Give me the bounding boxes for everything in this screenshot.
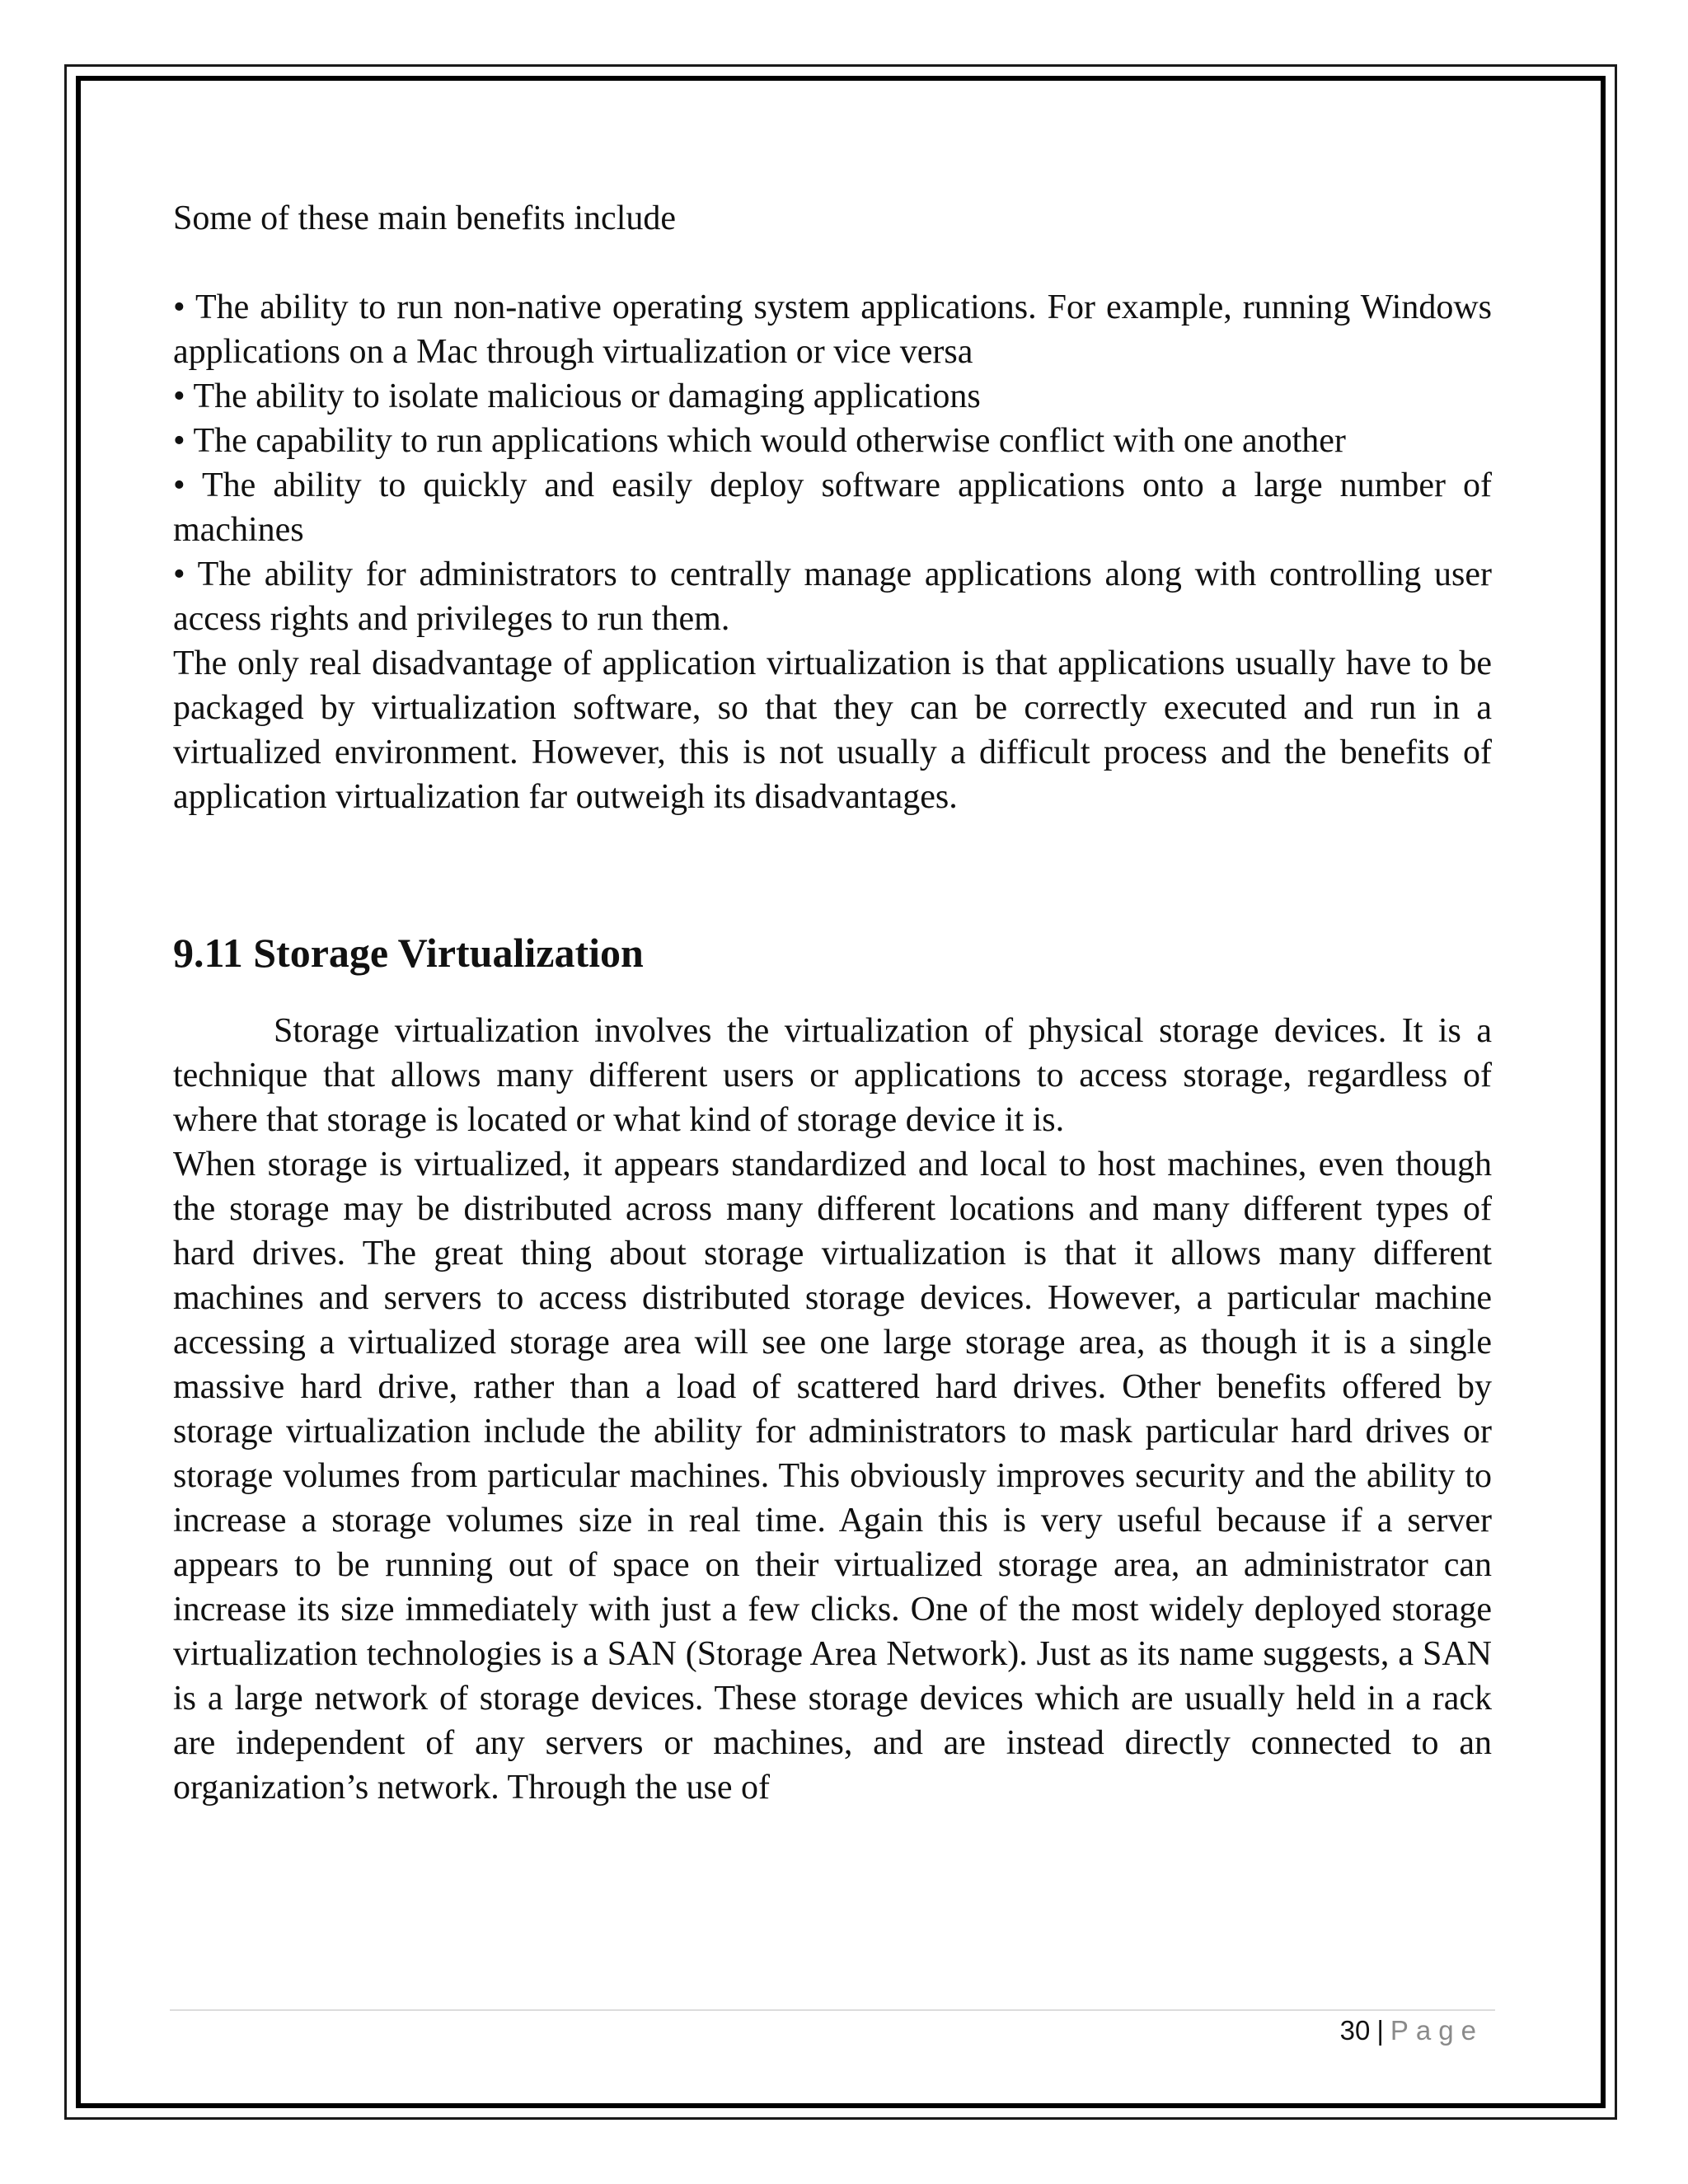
storage-paragraph-1: Storage virtualization involves the virtualization of physical storage devices. It is a technique that allows many different users or applications to access storage, regardless of where that storage is located or what kind of storage device it is. bbox=[173, 1012, 1492, 1139]
benefit-item: • The ability for administrators to centrally manage applications along with controlling user access rights and privileges to run them. bbox=[173, 555, 1492, 638]
intro-text: Some of these main benefits include bbox=[173, 199, 677, 237]
storage-paragraph-2: When storage is virtualized, it appears standardized and local to host machines, even though the storage may be distributed across many different locations and many different types of hard drives. The great thing about storage virtualization is that it allows many different machines and servers to access distributed storage devices. However, a particular machine accessing a virtualized storage area will see one large storage area, as though it is a single massive hard drive, rather than a load of scattered hard drives. Other benefits offered by storage virtualization include the ability for administrators to mask particular hard drives or storage volumes from particular machines. This obviously improves security and the ability to increase a storage volumes size in real time. Again this is very useful because if a server appears to be running out of space on their virtualized storage area, an administrator can increase its size immediately with just a few clicks. One of the most widely deployed storage virtualization technologies is a SAN (Storage Area Network). Just as its name suggests, a SAN is a large network of storage devices. These storage devices which are usually held in a rack are independent of any servers or machines, and are instead directly connected to an organization’s network. Through the use of bbox=[173, 1146, 1492, 1807]
benefits-list bbox=[173, 285, 1492, 641]
footer-divider bbox=[170, 2009, 1495, 2011]
page-footer bbox=[1340, 2013, 1484, 2049]
benefit-item: • The ability to isolate malicious or damaging applications bbox=[173, 377, 981, 415]
disadvantage-paragraph: The only real disadvantage of application virtualization is that applications usually have to be packaged by virtualization software, so that they can be correctly executed and run in a virtualized environment. However, this is not usually a difficult process and the benefits of application virtualization far outweigh its disadvantages. bbox=[173, 644, 1492, 816]
benefit-item: • The capability to run applications which would otherwise conflict with one another bbox=[173, 422, 1346, 460]
page-label: Page bbox=[1390, 2015, 1484, 2046]
page-content bbox=[173, 196, 1492, 1810]
footer-separator: | bbox=[1376, 2015, 1384, 2046]
page-number: 30 bbox=[1339, 2015, 1371, 2046]
section-heading: 9.11 Storage Virtualization bbox=[173, 930, 644, 976]
benefit-item: • The ability to run non-native operating system applications. For example, running Windows applications on a Mac through virtualization or vice versa bbox=[173, 288, 1492, 371]
benefit-item: • The ability to quickly and easily deploy software applications onto a large number of machines bbox=[173, 466, 1492, 549]
